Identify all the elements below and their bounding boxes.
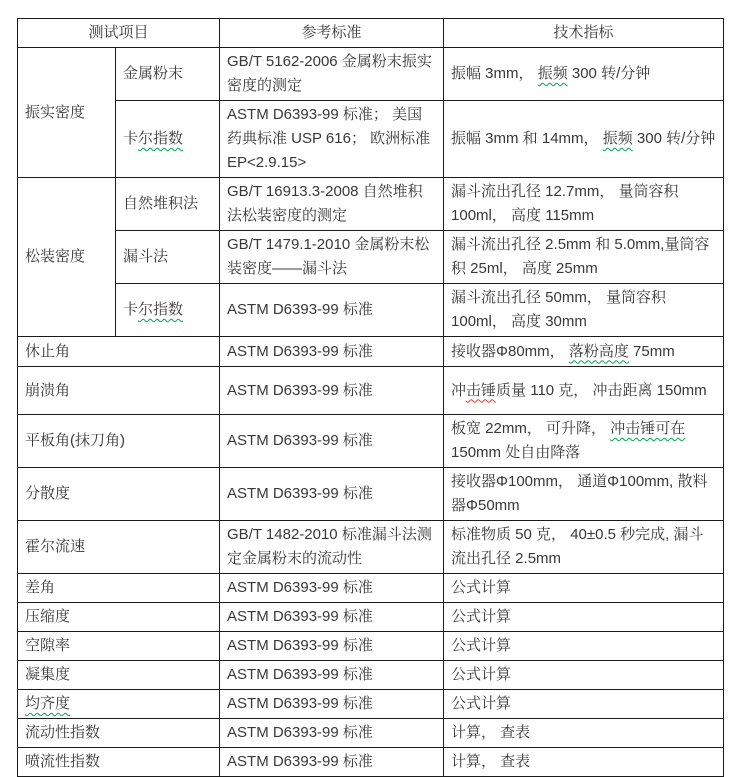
squiggle-text: 均齐度 [25,695,71,712]
cell-text: 卡 [123,130,139,147]
table-row [18,632,724,661]
cell-ref-standard [220,178,444,231]
cell-text: 卡 [123,301,139,318]
cell-ref-standard [220,690,444,719]
cell-text: 漏斗流出孔径 50mm， 量筒容积 100ml， 高度 30mm [451,289,667,330]
cell-tech-spec [444,748,724,777]
cell-ref-standard [220,632,444,661]
cell-ref-standard [220,521,444,574]
squiggle-text: 尔指数 [138,301,184,318]
cell-tech-spec [444,521,724,574]
cell-ref-standard [220,574,444,603]
cell-text: 松装密度 [25,248,86,265]
cell-text: ASTM D6393-99 标准 [227,579,373,596]
cell-test-item [18,690,220,719]
cell-test-item [18,603,220,632]
table-row [18,337,724,367]
cell-text: 公式计算 [451,695,512,712]
cell-test-item [18,367,220,415]
cell-sub-loudoufa [116,231,220,284]
header-tech-spec [444,19,724,48]
squiggle-text: 落粉高度 [568,342,629,360]
table-row [18,284,724,337]
cell-ref-standard [220,603,444,632]
cell-text: 板宽 22mm， 可升降， [451,420,611,437]
cell-group-songzhuang-midu [18,178,116,337]
cell-text: 300 转/分钟 [567,65,651,82]
cell-tech-spec [444,690,724,719]
cell-text: ASTM D6393-99 标准 [227,753,373,770]
cell-text: 休止角 [25,342,71,360]
cell-text: ASTM D6393-99 标准 [227,301,373,318]
cell-text: 接收器Φ100mm， 通道Φ100mm, 散料器Φ50mm [451,473,708,514]
cell-tech-spec [444,661,724,690]
cell-text: 霍尔流速 [25,538,86,555]
table-row [18,690,724,719]
standards-table-body [18,19,724,777]
cell-text: 技术指标 [553,24,614,41]
table-row [18,178,724,231]
cell-test-item [18,661,220,690]
cell-test-item [18,719,220,748]
standards-table [17,18,724,777]
cell-test-item [18,748,220,777]
squiggle-text: 冲击锤可在 [610,420,686,437]
cell-text: GB/T 1482-2010 标准漏斗法测定金属粉末的流动性 [227,526,432,567]
cell-ref-standard [220,231,444,284]
cell-ref-standard [220,284,444,337]
cell-ref-standard [220,719,444,748]
cell-text: 空隙率 [25,637,71,654]
cell-ref-standard [220,661,444,690]
cell-text: 150mm 处自由降落 [451,444,581,461]
cell-sub-kaer-zhishu [116,284,220,337]
cell-text: GB/T 16913.3-2008 自然堆积法松装密度的测定 [227,183,423,224]
cell-text: 质量 110 克， 冲击距离 150mm [496,381,707,399]
cell-ref-standard [220,101,444,178]
cell-tech-spec [444,603,724,632]
cell-ref-standard [220,748,444,777]
cell-text: ASTM D6393-99 标准 [227,608,373,625]
cell-text: 计算， 查表 [451,753,531,770]
cell-text: 振幅 3mm 和 14mm， [451,130,603,147]
cell-text: ASTM D6393-99 标准 [227,724,373,741]
cell-text: 计算， 查表 [451,724,531,741]
table-row [18,415,724,468]
cell-text: 公式计算 [451,579,512,596]
cell-tech-spec [444,574,724,603]
cell-test-item [18,337,220,367]
cell-ref-standard [220,48,444,101]
cell-tech-spec [444,101,724,178]
squiggle-text: 击锤 [466,381,497,399]
table-row [18,101,724,178]
cell-text: ASTM D6393-99 标准 [227,342,373,360]
cell-text: 差角 [25,579,56,596]
squiggle-text: 振频 [602,130,633,147]
table-header-row [18,19,724,48]
cell-test-item [18,415,220,468]
cell-sub-ziran-duijifa [116,178,220,231]
table-row [18,48,724,101]
cell-group-zhenshi-midu [18,48,116,178]
cell-tech-spec [444,632,724,661]
cell-text: 平板角(抹刀角) [25,432,125,449]
cell-text: ASTM D6393-99 标准 [227,432,373,449]
cell-text: GB/T 1479.1-2010 金属粉末松装密度——漏斗法 [227,236,430,277]
cell-text: 公式计算 [451,637,512,654]
cell-text: 冲 [451,381,467,399]
table-row [18,574,724,603]
cell-text: ASTM D6393-99 标准 [227,381,373,399]
cell-sub-jinshu-fenmo [116,48,220,101]
table-row [18,367,724,415]
cell-tech-spec [444,719,724,748]
cell-text: 振实密度 [25,103,86,121]
cell-test-item [18,632,220,661]
cell-ref-standard [220,367,444,415]
cell-tech-spec [444,284,724,337]
cell-tech-spec [444,367,724,415]
cell-text: GB/T 5162-2006 金属粉末振实密度的测定 [227,53,432,94]
squiggle-text: 振频 [537,65,568,82]
cell-text: 分散度 [25,485,71,502]
table-row [18,231,724,284]
table-row [18,661,724,690]
header-ref-standard [220,19,444,48]
cell-tech-spec [444,337,724,367]
cell-text: ASTM D6393-99 标准； 美国药典标准 USP 616； 欧洲标准 EP<2.9.15> [227,106,431,171]
table-row [18,603,724,632]
cell-ref-standard [220,337,444,367]
cell-text: 自然堆积法 [123,195,199,212]
cell-text: 75mm [628,342,675,360]
cell-tech-spec [444,48,724,101]
squiggle-text: 尔指数 [138,130,184,147]
table-row [18,719,724,748]
cell-tech-spec [444,231,724,284]
cell-ref-standard [220,415,444,468]
cell-text: 300 转/分钟 [632,130,716,147]
cell-text: ASTM D6393-99 标准 [227,485,373,502]
table-row [18,521,724,574]
table-row [18,748,724,777]
header-test-item [18,19,220,48]
cell-text: 公式计算 [451,608,512,625]
cell-text: 测试项目 [88,24,149,41]
cell-text: 漏斗法 [123,248,169,265]
cell-text: 喷流性指数 [25,753,101,770]
cell-text: ASTM D6393-99 标准 [227,637,373,654]
cell-tech-spec [444,415,724,468]
cell-text: 漏斗流出孔径 12.7mm， 量筒容积 100ml， 高度 115mm [451,183,679,224]
cell-test-item [18,468,220,521]
cell-tech-spec [444,178,724,231]
cell-tech-spec [444,468,724,521]
cell-sub-kaer-zhishu [116,101,220,178]
table-row [18,468,724,521]
cell-ref-standard [220,468,444,521]
cell-text: 参考标准 [301,24,362,41]
cell-text: 振幅 3mm， [451,65,538,82]
cell-text: 标准物质 50 克， 40±0.5 秒完成, 漏斗流出孔径 2.5mm [451,526,704,567]
cell-text: ASTM D6393-99 标准 [227,695,373,712]
cell-text: 接收器Φ80mm， [451,342,569,360]
cell-test-item [18,521,220,574]
cell-text: 压缩度 [25,608,71,625]
cell-text: 崩溃角 [25,381,71,399]
cell-text: 金属粉末 [123,65,184,82]
cell-text: 流动性指数 [25,724,101,741]
cell-test-item [18,574,220,603]
cell-text: ASTM D6393-99 标准 [227,666,373,683]
cell-text: 漏斗流出孔径 2.5mm 和 5.0mm,量筒容积 25ml， 高度 25mm [451,236,710,277]
cell-text: 公式计算 [451,666,512,683]
cell-text: 凝集度 [25,666,71,683]
